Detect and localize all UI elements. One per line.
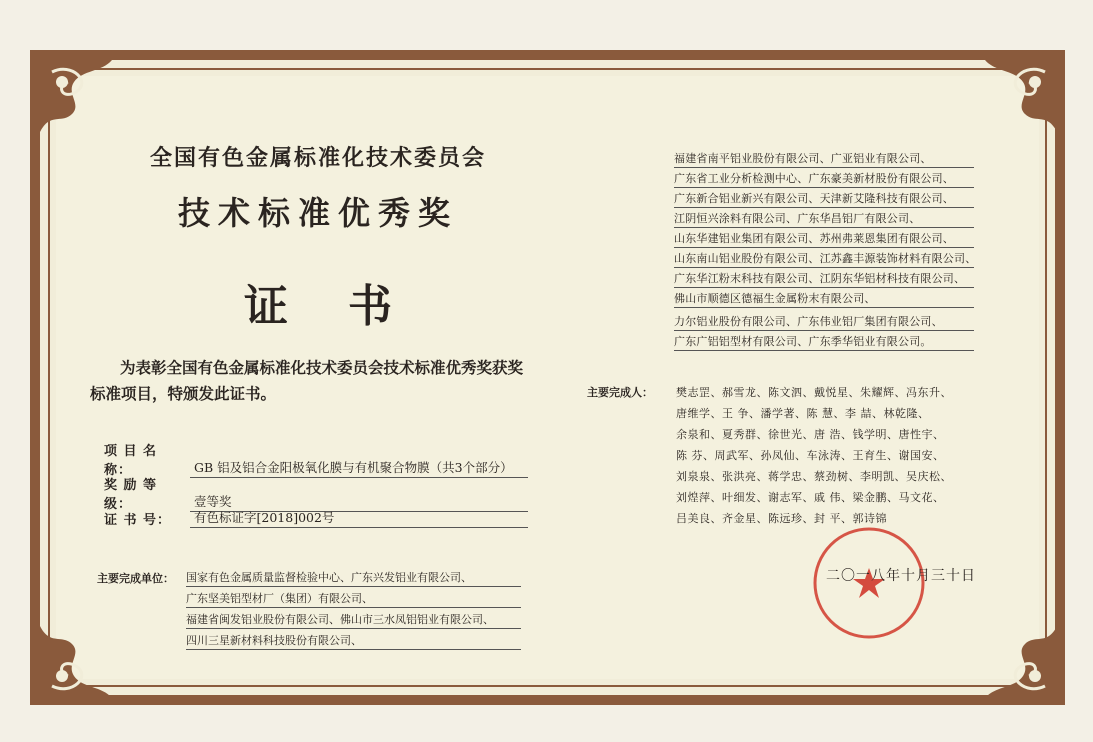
main-units-line: 广东坚美铝型材厂（集团）有限公司、 (186, 590, 521, 608)
field-label: 项 目 名 称： (104, 444, 158, 478)
main-people-label: 主要完成人： (587, 386, 653, 399)
corner-ornament-bottom-right (947, 588, 1065, 706)
main-units-line: 国家有色金属质量监督检验中心、广东兴发铝业有限公司、 (186, 569, 521, 587)
right-units-line: 力尔铝业股份有限公司、广东伟业铝厂集团有限公司、 (674, 313, 974, 331)
corner-ornament-bottom-left (32, 588, 150, 706)
award-title: 技术标准优秀奖 (177, 194, 458, 232)
issue-date: 二〇一八年十月三十日 (826, 568, 976, 584)
people-line: 唐维学、王 争、潘学著、陈 慧、李 喆、林乾隆、 (676, 407, 930, 420)
field-award-level (104, 474, 528, 512)
field-value: 有色标证字[2018]002号 (190, 508, 528, 528)
right-units-line: 广东省工业分析检测中心、广东豪美新材股份有限公司、 (674, 170, 974, 188)
right-units-line: 山东华建铝业集团有限公司、苏州弗莱恩集团有限公司、 (674, 230, 974, 248)
citation-text: 为表彰全国有色金属标准化技术委员会技术标准优秀奖获奖标准项目，特颁发此证书。 (90, 358, 524, 403)
people-line: 余泉和、夏秀群、徐世光、唐 浩、钱学明、唐性宇、 (676, 428, 945, 441)
field-value: 壹等奖 (190, 492, 528, 512)
right-units-line: 广东新合铝业新兴有限公司、天津新艾隆科技有限公司、 (674, 190, 974, 208)
people-line: 吕美良、齐金星、陈远珍、封 平、郭诗锦 (676, 512, 887, 525)
main-units-label: 主要完成单位： (97, 572, 174, 585)
main-units-line: 四川三星新材料科技股份有限公司、 (186, 632, 521, 650)
field-certificate-number (104, 508, 528, 528)
right-units-line: 广东广铝铝型材有限公司、广东季华铝业有限公司。 (674, 333, 974, 351)
committee-name: 全国有色金属标准化技术委员会 (149, 145, 486, 171)
right-units-line: 福建省南平铝业股份有限公司、广亚铝业有限公司、 (674, 150, 974, 168)
main-units-line: 福建省闽发铝业股份有限公司、佛山市三水凤铝铝业有限公司、 (186, 611, 521, 629)
right-units-line: 山东南山铝业股份有限公司、江苏鑫丰源装饰材料有限公司、 (674, 250, 974, 268)
people-line: 刘煌萍、叶细发、谢志军、戚 伟、梁金鹏、马文花、 (676, 491, 945, 504)
right-units-line: 江阴恒兴涂料有限公司、广东华昌铝厂有限公司、 (674, 210, 974, 228)
right-units-line: 广东华江粉末科技有限公司、江阴东华铝材科技有限公司、 (674, 270, 974, 288)
field-label: 奖 励 等 级： (104, 478, 158, 512)
certificate-title: 证书 (244, 281, 452, 332)
people-line: 刘泉泉、张洪亮、蒋学忠、蔡劲树、李明凯、吴庆松、 (676, 470, 952, 483)
people-line: 陈 芬、周武军、孙凤仙、车泳涛、王育生、谢国安、 (676, 449, 945, 462)
field-label: 证 书 号： (104, 513, 172, 528)
field-value: GB 铝及铝合金阳极氧化膜与有机聚合物膜（共3个部分） (190, 458, 528, 478)
field-project-name (104, 440, 528, 478)
right-units-line: 佛山市顺德区德福生金属粉末有限公司、 (674, 290, 974, 308)
people-line: 樊志罡、郝雪龙、陈文泗、戴悦星、朱耀辉、冯东升、 (676, 386, 952, 399)
